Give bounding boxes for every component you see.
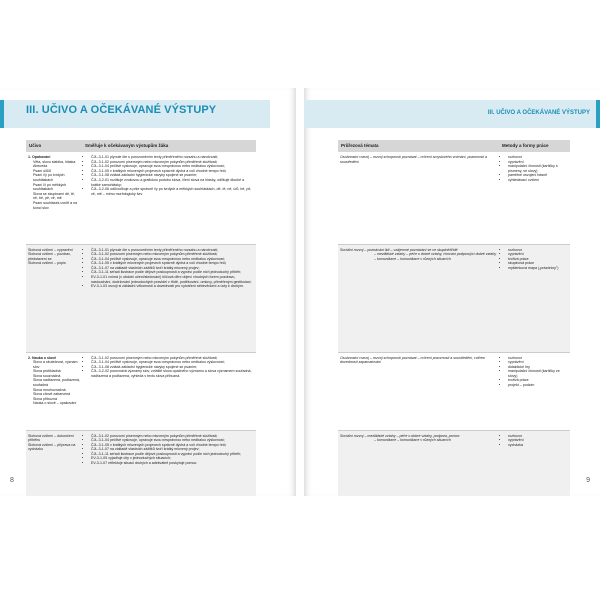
methods-list [501,434,568,448]
table-row [26,352,256,430]
book-spread [0,88,600,496]
outcomes-list [84,434,254,466]
outcome-item: • ČJL-3-1-04 pečlivě vyslovuje, opravuje svou nesprávnou nebo nedbalou výslovnost; [91,257,254,262]
outcome-item: • ČJL-3-1-04 pečlivě vyslovuje, opravuje svou nesprávnou nebo nedbalou výslovnost; [91,164,254,169]
outcome-item: • EV-3-1-03 osvojí si základní věkomosti a dovednosti pro vytváření sebevědomí a úcty k druhým. [91,284,254,289]
method-item: • myšlenková mapa („prázdniny") [508,266,568,271]
curriculum-item: Slohová cvičení – příprava na vycházku [28,442,76,452]
theme-item: Sociální rozvoj – mezilidské vztahy – péče o dobré vztahy, podpora, pomoc [340,433,460,438]
method-item: • skupinová práce [508,261,568,266]
outcome-item: • ČJL-3-1-02 porozumí písemným nebo mluveným pokynům přiměřené složitosti; [91,434,254,439]
curriculum-item: Psaní souhlásek uvnitř a na konci slov [33,200,78,210]
curriculum-item: Slohová cvičení – pozdrav, představení se [28,252,71,261]
themes-cell [338,430,499,496]
outcomes-cell [82,152,256,244]
curriculum-item: Slova protikladná [33,369,61,374]
curriculum-cell [26,430,82,496]
page-title: III. UČIVO A OČEKÁVANÉ VÝSTUPY [26,104,217,116]
curriculum-item: 1. Opakování [28,155,51,159]
outcome-item: • ČJL-3-1-02 porozumí písemným nebo mluveným pokynům přiměřené složitosti; [91,160,254,165]
curriculum-item: Slova nadřazená, podřazená, souřadná [33,378,80,388]
methods-cell [499,430,570,496]
curriculum-item: Věta, slovo slabika, hláska [33,159,76,164]
method-item: • vyprávění [508,360,568,365]
outcome-item: • ČJL-3-1-02 porozumí písemným nebo mluveným pokynům přiměřené složitosti; [91,252,254,257]
themes-table [338,140,570,496]
curriculum-cell [26,244,82,352]
curriculum-item: Nauka o slově – opakování [33,401,77,406]
method-item: • rozhovor [508,248,568,253]
outcomes-list [84,248,254,289]
theme-item: – komunikace – komunikace v různých situacích [374,256,451,261]
page-number: 9 [586,477,590,484]
accent-bar [0,100,4,128]
table-row [338,430,570,496]
theme-item: Osobnostní rozvoj – rozvoj schopností poznávat – cvičení pozornosti a soustředění, cvičení dovedností zapamatování [340,355,486,365]
outcome-item: • ČJL-3-1-05 v krátkých mluvených projevech správně dýchá a volí vhodné tempo řeči; [91,443,254,448]
method-item: • vyprávění [508,438,568,443]
themes-cell [338,352,499,430]
curriculum-item: Slova se skupinami dě, tě, ně, bě, pě, vě, mě [33,191,75,201]
methods-list [501,356,568,388]
method-item: • didaktické hry [508,365,568,370]
method-item: • rozhovor [508,434,568,439]
curriculum-item: Slova příbuzná [33,396,57,401]
outcome-item: • ČJL-3-1-08 zvládá základní hygienické návyky spojené se psaním; [91,365,254,370]
method-item: • vyhledávací cvičení [508,178,568,183]
method-item: • vyprávění [508,160,568,165]
outcomes-cell [82,244,256,352]
theme-item: Osobnostní rozvoj – rozvoj schopností poznávat – cvičení smyslového vnímání, pozornosti a soustředění [340,155,488,164]
methods-list [501,155,568,183]
theme-item: Sociální rozvoj – poznávání lidí – vzájemné poznávání se ve skupině/třídě [340,247,458,252]
curriculum-cell [26,352,82,430]
outcomes-list [84,356,254,379]
curriculum-item: Psaní í/ý po tvrdých souhláskách [33,173,65,182]
method-item: • projekt – podzim [508,383,568,388]
outcome-item: • EV-3-1-07 reflektuje situaci druhých a adekvátně poskytuje pomoc. [91,461,254,466]
method-item: • manipulační činnosti (kartičky ze slovy) [508,369,568,378]
table-row [26,244,256,352]
accent-bar [596,100,600,128]
column-header: Směřuje k očekávaným výstupům žáka [82,140,256,152]
curriculum-item: Slohová cvičení – vypravění [28,247,73,252]
outcome-item: • ČJL-3-2-06 odůvodňuje a píše správně i/y po tvrdých a měkkých souhláskách, dě, tě, ně, ú/ů, bě, pě, vě, mě – mimo morfologický šev [91,187,254,196]
methods-cell [499,352,570,430]
table-row [26,152,256,244]
outcome-item: • ČJL-3-1-08 zvládá základní hygienické návyky spojené se psaním; [91,173,254,178]
curriculum-item: Psaní ú/ů/ů [33,168,52,173]
method-item: • manipulační činnosti (kartičky s písmeny, se slovy) [508,164,568,173]
page-number: 8 [10,477,14,484]
outcomes-cell [82,430,256,496]
method-item: • tvořivá práce [508,378,568,383]
column-header: Metody a formy práce [499,140,570,152]
outcomes-list [84,155,254,196]
outcome-item: • ČJL-3-1-07 na základě vlastních zážitků tvoří krátký mluvený projev; [91,266,254,271]
themes-cell [338,244,499,352]
column-header: Průřezová témata [338,140,499,152]
right-page [304,88,600,496]
column-header: Učivo [26,140,82,152]
themes-cell [338,152,499,244]
methods-cell [499,244,570,352]
outcome-item: • ČJL-3-1-07 na základě vlastních zážitků tvoří krátký mluvený projev; [91,447,254,452]
theme-item: – komunikace – komunikace v různých situacích [374,438,451,443]
method-item: • pamětné osvojení básně [508,173,568,178]
theme-item: – mezilidské vztahy – péče o dobré vztahy, chování podporující dobré vztahy [374,252,497,257]
outcome-item: • ČJL-3-1-11 seřadí ilustrace podle dějové posloupnosti a vypráví podle nich jednoduchý příběh; [91,452,254,457]
curriculum-item: Slohová cvičení – popis [28,261,66,266]
curriculum-item: 2. Nauka o slově [28,355,57,360]
table-row [26,430,256,496]
outcome-item: • ČJL-3-1-05 v krátkých mluvených projevech správně dýchá a volí vhodné tempo řeči; [91,169,254,174]
curriculum-item: Psaní i/í po měkkých souhláskách [33,182,67,192]
curriculum-table [26,140,256,496]
curriculum-cell [26,152,82,244]
method-item: • rozhovor [508,155,568,160]
outcome-item: • EV-3-1-01 vnímá (v období ožení/sledování) klíčová dění objeví vhodných forem pozdravu, naslouchání, dodržování jednoduchých pravidel v třídě, poděkování, omluvy, přiměřeným gestikulací; [91,275,254,284]
curriculum-item: Slova souznačná [33,373,61,378]
method-item: • tvořivá práce [508,257,568,262]
outcome-item: • ČJL-3-1-04 pečlivě vyslovuje, opravuje svou nesprávnou nebo nedbalou výslovnost; [91,438,254,443]
outcome-item: • ČJL-3-2-01 rozlišuje zvukovou a grafickou podobu slova, člení slova na hlásky, odlišuje dlouhé a krátké samohlásky; [91,178,254,187]
outcome-item: • ČJL-3-1-11 seřadí ilustrace podle dějové posloupnosti a vypráví podle nich jednoduchý příběh; [91,270,254,275]
outcomes-cell [82,352,256,430]
left-page [0,88,296,496]
curriculum-item: Slova citově zabarvená [33,392,71,397]
curriculum-item: Slohová cvičení – dokončení příběhu [28,433,74,443]
curriculum-item: Abeceda [33,164,48,169]
outcome-item: • EV-3-1-05 vyjadřuje city v jednoduchých situacích; [91,456,254,461]
outcome-item: • ČJL-3-1-05 v krátkých mluvených projevech správně dýchá a volí vhodné tempo řeči; [91,261,254,266]
curriculum-item: Slovo a skutečnost, význam slov [33,360,78,369]
table-row [338,352,570,430]
outcome-item: • ČJL-3-1-01 plynule čte s porozuměním texty přiměřeného rozsahu a náročnosti; [91,155,254,160]
method-item: • rozhovor [508,356,568,361]
methods-list [501,248,568,271]
methods-cell [499,152,570,244]
outcome-item: • ČJL-3-2-02 porovnává významy slov, zvláště slova opačného významu a slova významem souřadná, nadřazená a podřazená, vyhledá v textu slova příbuzná. [91,369,254,378]
outcome-item: • ČJL-3-1-01 plynule čte s porozuměním texty přiměřeného rozsahu a náročnosti; [91,248,254,253]
curriculum-item: Slova mnohoznačná [33,387,66,392]
table-row [338,244,570,352]
method-item: • vycházka [508,443,568,448]
page-title: III. UČIVO A OČEKÁVANÉ VÝSTUPY [487,110,590,116]
outcome-item: • ČJL-3-1-04 pečlivě vyslovuje, opravuje svou nesprávnou nebo nedbalou výslovnost; [91,360,254,365]
outcome-item: • ČJL-3-1-02 porozumí písemným nebo mluveným pokynům přiměřené složitosti; [91,356,254,361]
method-item: • vyprávění [508,252,568,257]
table-row [338,152,570,244]
